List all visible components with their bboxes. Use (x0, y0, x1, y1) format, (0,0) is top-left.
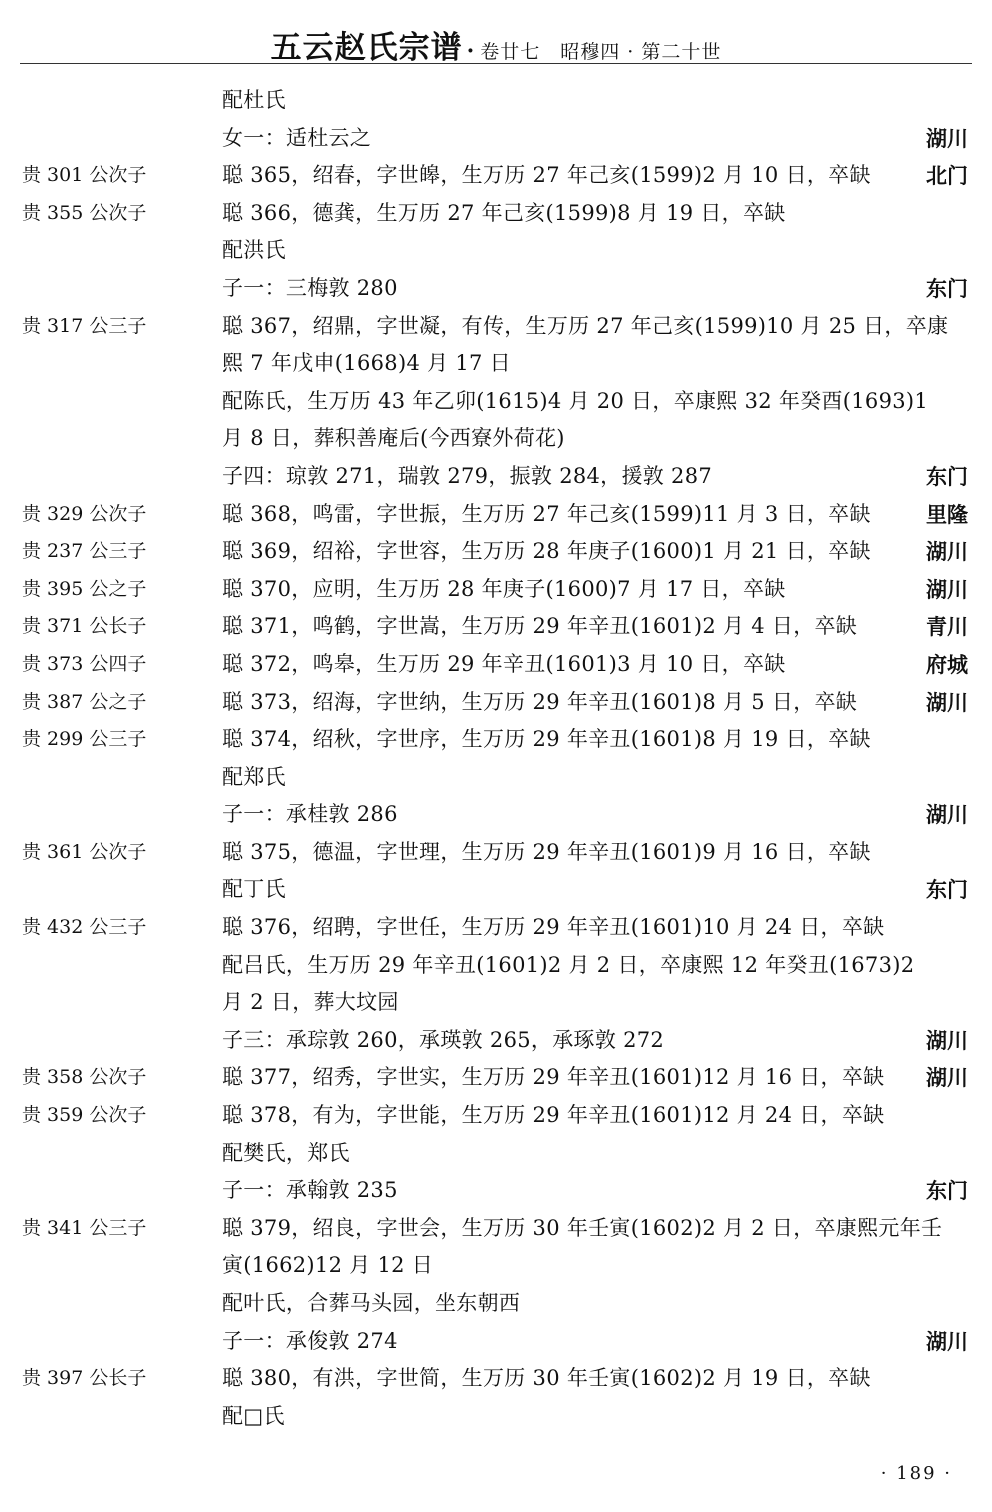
entry-text: 配叶氏，合葬马头园，坐东朝西 (222, 1291, 521, 1315)
entry-text: 聪 366，德龚，生万历 27 年己亥(1599)8 月 19 日，卒缺 (222, 200, 786, 225)
entry-row (0, 458, 992, 496)
entry-text: 聪 373，绍海，字世纳，生万历 29 年辛丑(1601)8 月 5 日，卒缺 (222, 689, 858, 714)
entry-text: 配樊氏，郑氏 (222, 1140, 350, 1165)
entry-row (0, 308, 992, 346)
entry-text: 月 8 日，葬积善庵后(今西寮外荷花) (222, 426, 565, 451)
entry-row (0, 533, 992, 571)
residence-label: 里隆 (926, 501, 968, 527)
residence-label: 湖川 (926, 802, 968, 828)
page-number: · 189 · (880, 1463, 952, 1484)
parent-ref: 贵 373 公四子 (22, 652, 147, 675)
entry-text: 子一：承俊敦 274 (222, 1328, 398, 1353)
entry-text: 熙 7 年戊申(1668)4 月 17 日 (222, 351, 511, 376)
residence-label: 东门 (926, 275, 968, 301)
parent-ref: 贵 387 公之子 (22, 690, 147, 713)
residence-label: 湖川 (926, 539, 968, 565)
entry-row (0, 1022, 992, 1060)
parent-ref: 贵 329 公次子 (22, 502, 147, 525)
entry-text: 聪 368，鸣雷，字世振，生万历 27 年己亥(1599)11 月 3 日，卒缺 (222, 501, 871, 526)
entry-row (0, 1323, 992, 1361)
entry-text: 聪 367，绍鼎，字世凝，有传，生万历 27 年己亥(1599)10 月 25 日，卒康 (222, 313, 949, 338)
residence-label: 东门 (926, 1178, 968, 1204)
entry-row (0, 759, 992, 797)
residence-label: 湖川 (926, 125, 968, 151)
entry-text: 配杜氏 (222, 88, 286, 112)
entry-text: 聪 370，应明，生万历 28 年庚子(1600)7 月 17 日，卒缺 (222, 576, 786, 601)
entry-text: 聪 375，德温，字世理，生万历 29 年辛丑(1601)9 月 16 日，卒缺 (222, 839, 871, 864)
entry-text: 聪 376，绍聘，字世任，生万历 29 年辛丑(1601)10 月 24 日，卒缺 (222, 915, 885, 940)
volume-subtitle: 卷廿七 昭穆四 · 第二十世 (480, 41, 722, 63)
parent-ref: 贵 299 公三子 (22, 728, 147, 751)
entry-text: 子一：承翰敦 235 (222, 1178, 398, 1203)
entry-row (0, 947, 992, 985)
parent-ref: 贵 395 公之子 (22, 577, 147, 600)
entry-text: 配□氏 (222, 1403, 285, 1428)
entry-row (0, 1210, 992, 1248)
book-title: 五云赵氏宗谱 (270, 30, 463, 66)
entry-row (0, 1135, 992, 1173)
entry-row (0, 420, 992, 458)
entry-text: 子一：承桂敦 286 (222, 802, 398, 827)
residence-label: 湖川 (926, 1065, 968, 1091)
residence-label: 北门 (926, 163, 968, 189)
parent-ref: 贵 317 公三子 (22, 314, 147, 337)
entry-row (0, 120, 992, 158)
entry-text: 聪 379，绍良，字世会，生万历 30 年壬寅(1602)2 月 2 日，卒康熙元年壬 (222, 1215, 943, 1240)
entry-row (0, 1247, 992, 1285)
entry-text: 聪 374，绍秋，字世序，生万历 29 年辛丑(1601)8 月 19 日，卒缺 (222, 727, 871, 752)
entry-row (0, 157, 992, 195)
entry-row (0, 834, 992, 872)
parent-ref: 贵 432 公三子 (22, 916, 147, 939)
residence-label: 青川 (926, 614, 968, 640)
page-header (0, 22, 992, 67)
entry-text: 聪 369，绍裕，字世容，生万历 28 年庚子(1600)1 月 21 日，卒缺 (222, 539, 871, 564)
residence-label: 湖川 (926, 689, 968, 715)
entry-text: 月 2 日，葬大坟园 (222, 990, 399, 1015)
entry-text: 聪 371，鸣鹤，字世嵩，生万历 29 年辛丑(1601)2 月 4 日，卒缺 (222, 614, 858, 639)
entry-text: 聪 365，绍春，字世皞，生万历 27 年己亥(1599)2 月 10 日，卒缺 (222, 163, 871, 188)
residence-label: 府城 (926, 651, 968, 677)
genealogy-entries (0, 82, 992, 1435)
entry-text: 聪 380，有洪，字世简，生万历 30 年壬寅(1602)2 月 19 日，卒缺 (222, 1366, 871, 1391)
entry-text: 聪 377，绍秀，字世实，生万历 29 年辛丑(1601)12 月 16 日，卒缺 (222, 1065, 885, 1090)
entry-text: 配吕氏，生万历 29 年辛丑(1601)2 月 2 日，卒康熙 12 年癸丑(1673)2 (222, 952, 915, 977)
entry-row (0, 82, 992, 120)
parent-ref: 贵 358 公次子 (22, 1066, 147, 1089)
entry-row (0, 270, 992, 308)
entry-text: 寅(1662)12 月 12 日 (222, 1253, 434, 1278)
header-rule (20, 63, 972, 64)
entry-row (0, 646, 992, 684)
residence-label: 湖川 (926, 576, 968, 602)
entry-text: 子三：承琮敦 260，承瑛敦 265，承琢敦 272 (222, 1027, 665, 1052)
entry-row (0, 871, 992, 909)
entry-row (0, 195, 992, 233)
entry-row (0, 1398, 992, 1436)
entry-row (0, 684, 992, 722)
residence-label: 东门 (926, 877, 968, 903)
parent-ref: 贵 371 公长子 (22, 615, 147, 638)
entry-row (0, 571, 992, 609)
entry-text: 子四：琼敦 271，瑞敦 279，振敦 284，援敦 287 (222, 463, 713, 488)
entry-text: 女一：适杜云之 (222, 125, 372, 150)
parent-ref: 贵 341 公三子 (22, 1216, 147, 1239)
parent-ref: 贵 397 公长子 (22, 1367, 147, 1390)
residence-label: 东门 (926, 463, 968, 489)
entry-row (0, 1360, 992, 1398)
entry-row (0, 1097, 992, 1135)
entry-row (0, 496, 992, 534)
parent-ref: 贵 355 公次子 (22, 201, 147, 224)
entry-text: 配郑氏 (222, 764, 286, 789)
entry-row (0, 232, 992, 270)
entry-row (0, 796, 992, 834)
entry-row (0, 1172, 992, 1210)
entry-text: 配洪氏 (222, 238, 286, 263)
title-separator: · (466, 38, 475, 64)
entry-row (0, 383, 992, 421)
entry-row (0, 345, 992, 383)
entry-row (0, 608, 992, 646)
parent-ref: 贵 237 公三子 (22, 540, 147, 563)
residence-label: 湖川 (926, 1027, 968, 1053)
entry-text: 聪 378，有为，字世能，生万历 29 年辛丑(1601)12 月 24 日，卒缺 (222, 1103, 885, 1128)
entry-row (0, 909, 992, 947)
parent-ref: 贵 361 公次子 (22, 840, 147, 863)
entry-row (0, 984, 992, 1022)
entry-text: 子一：三梅敦 280 (222, 275, 398, 300)
entry-text: 配丁氏 (222, 877, 286, 902)
entry-row (0, 1285, 992, 1323)
parent-ref: 贵 359 公次子 (22, 1104, 147, 1127)
residence-label: 湖川 (926, 1328, 968, 1354)
entry-text: 配陈氏，生万历 43 年乙卯(1615)4 月 20 日，卒康熙 32 年癸酉(1693)1 (222, 388, 929, 413)
entry-row (0, 721, 992, 759)
entry-text: 聪 372，鸣皋，生万历 29 年辛丑(1601)3 月 10 日，卒缺 (222, 651, 786, 676)
entry-row (0, 1059, 992, 1097)
parent-ref: 贵 301 公次子 (22, 164, 147, 187)
